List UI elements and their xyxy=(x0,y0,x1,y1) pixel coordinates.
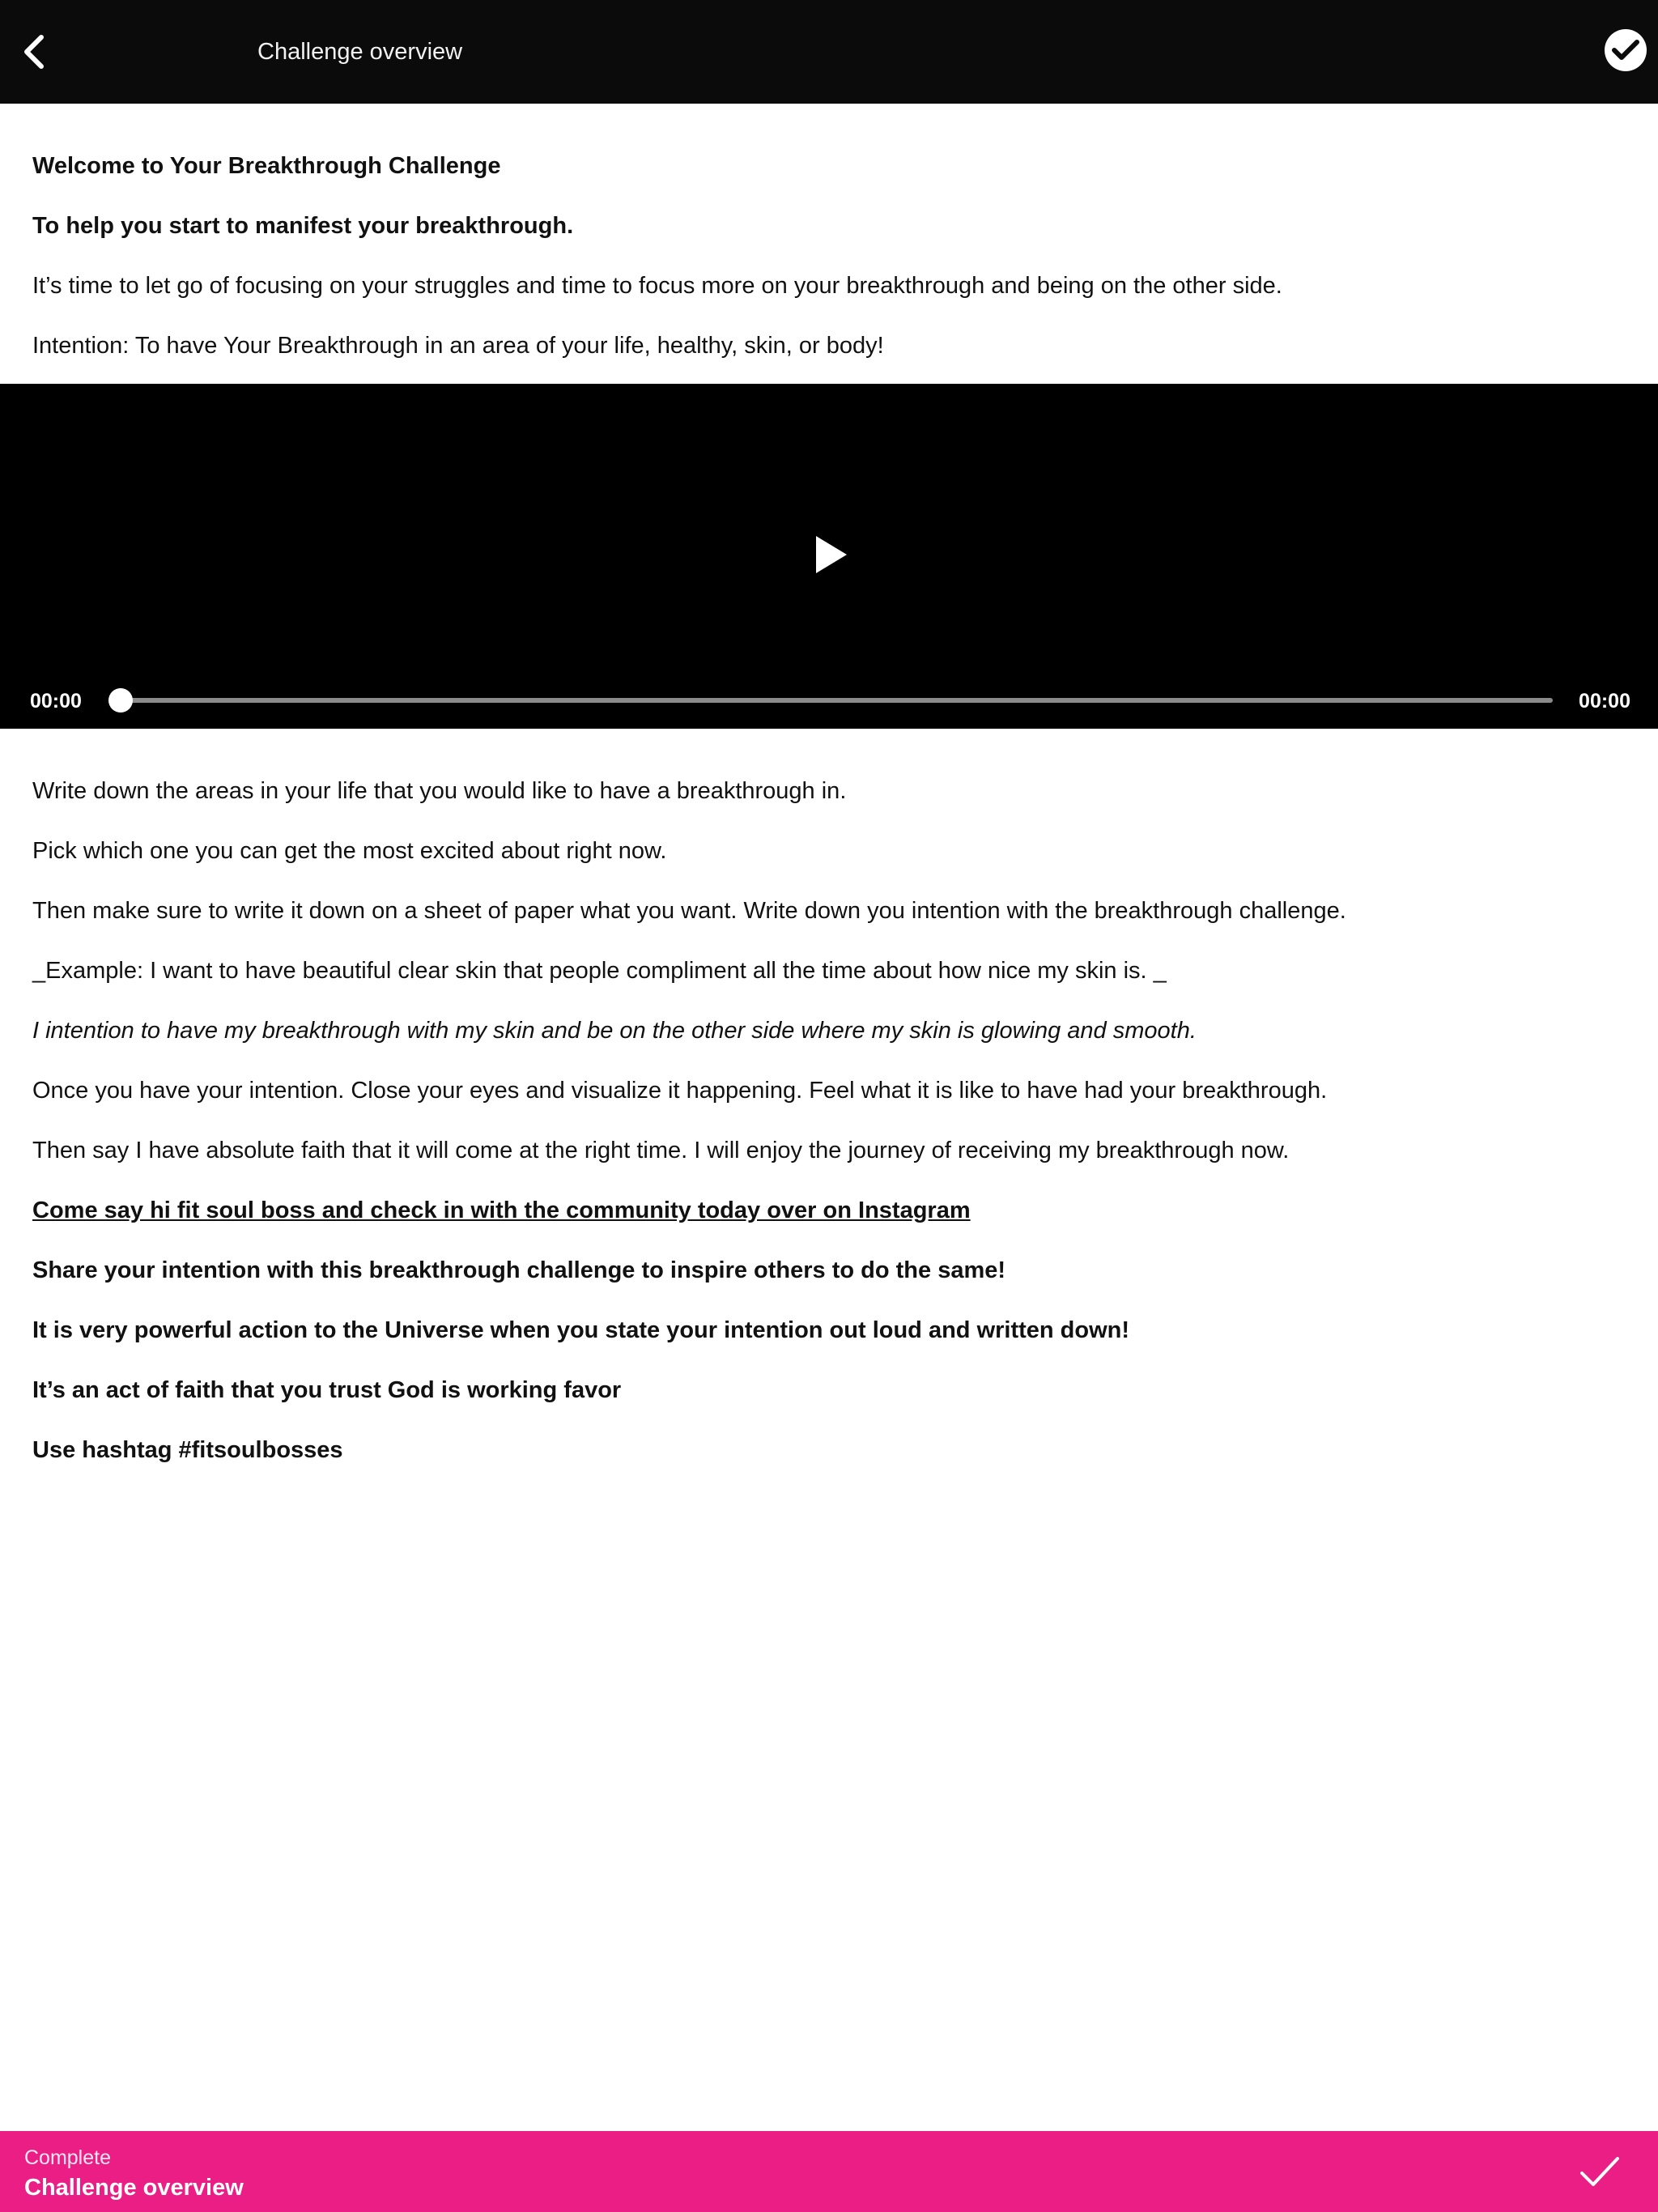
intro-section xyxy=(32,150,1626,389)
intention-example: I intention to have my breakthrough with my skin and be on the other side where my skin is glowing and smooth. xyxy=(32,1018,1197,1044)
instruction-paragraph: Then say I have absolute faith that it will come at the right time. I will enjoy the journey of receiving my breakthrough now. xyxy=(32,1138,1290,1163)
checkmark-icon[interactable] xyxy=(1577,2150,1622,2193)
video-current-time: 00:00 xyxy=(30,690,82,713)
intro-subheading: To help you start to manifest your breakthrough. xyxy=(32,213,574,239)
complete-label: Complete xyxy=(24,2146,111,2169)
instructions-section xyxy=(32,775,1626,1494)
video-seek-bar[interactable] xyxy=(120,698,1553,703)
top-navigation-bar xyxy=(0,0,1658,104)
bold-paragraph: It’s an act of faith that you trust God is working favor xyxy=(32,1377,622,1403)
complete-bar[interactable] xyxy=(0,2131,1658,2212)
bold-paragraph: Share your intention with this breakthrough challenge to inspire others to do the same! xyxy=(32,1257,1006,1283)
instagram-link[interactable]: Come say hi fit soul boss and check in with the community today over on Instagram xyxy=(32,1197,971,1223)
instruction-paragraph: Write down the areas in your life that you would like to have a breakthrough in. xyxy=(32,778,847,804)
play-icon[interactable] xyxy=(813,534,848,575)
hashtag-paragraph: Use hashtag #fitsoulbosses xyxy=(32,1437,343,1463)
chevron-left-icon xyxy=(22,34,46,70)
bold-paragraph: It is very powerful action to the Universe when you state your intention out loud and written down! xyxy=(32,1317,1130,1343)
complete-button[interactable] xyxy=(1605,29,1647,71)
intro-heading: Welcome to Your Breakthrough Challenge xyxy=(32,153,501,179)
instruction-paragraph: Then make sure to write it down on a sheet of paper what you want. Write down you intention with the breakthrough challenge. xyxy=(32,898,1346,924)
page-title: Challenge overview xyxy=(257,39,463,65)
intro-intention: Intention: To have Your Breakthrough in an area of your life, healthy, skin, or body! xyxy=(32,333,884,359)
instruction-paragraph: Pick which one you can get the most excited about right now. xyxy=(32,838,667,864)
instruction-paragraph: Once you have your intention. Close your eyes and visualize it happening. Feel what it is like to have had your breakthrough. xyxy=(32,1078,1328,1104)
intro-paragraph: It’s time to let go of focusing on your struggles and time to focus more on your breakthrough and being on the other side. xyxy=(32,273,1282,299)
complete-title: Challenge overview xyxy=(24,2175,244,2201)
video-duration: 00:00 xyxy=(1579,690,1630,713)
check-circle-icon xyxy=(1612,39,1639,62)
back-button[interactable] xyxy=(11,28,57,76)
video-seek-handle[interactable] xyxy=(108,688,133,713)
example-paragraph: _Example: I want to have beautiful clear skin that people compliment all the time about how nice my skin is. _ xyxy=(32,958,1167,984)
